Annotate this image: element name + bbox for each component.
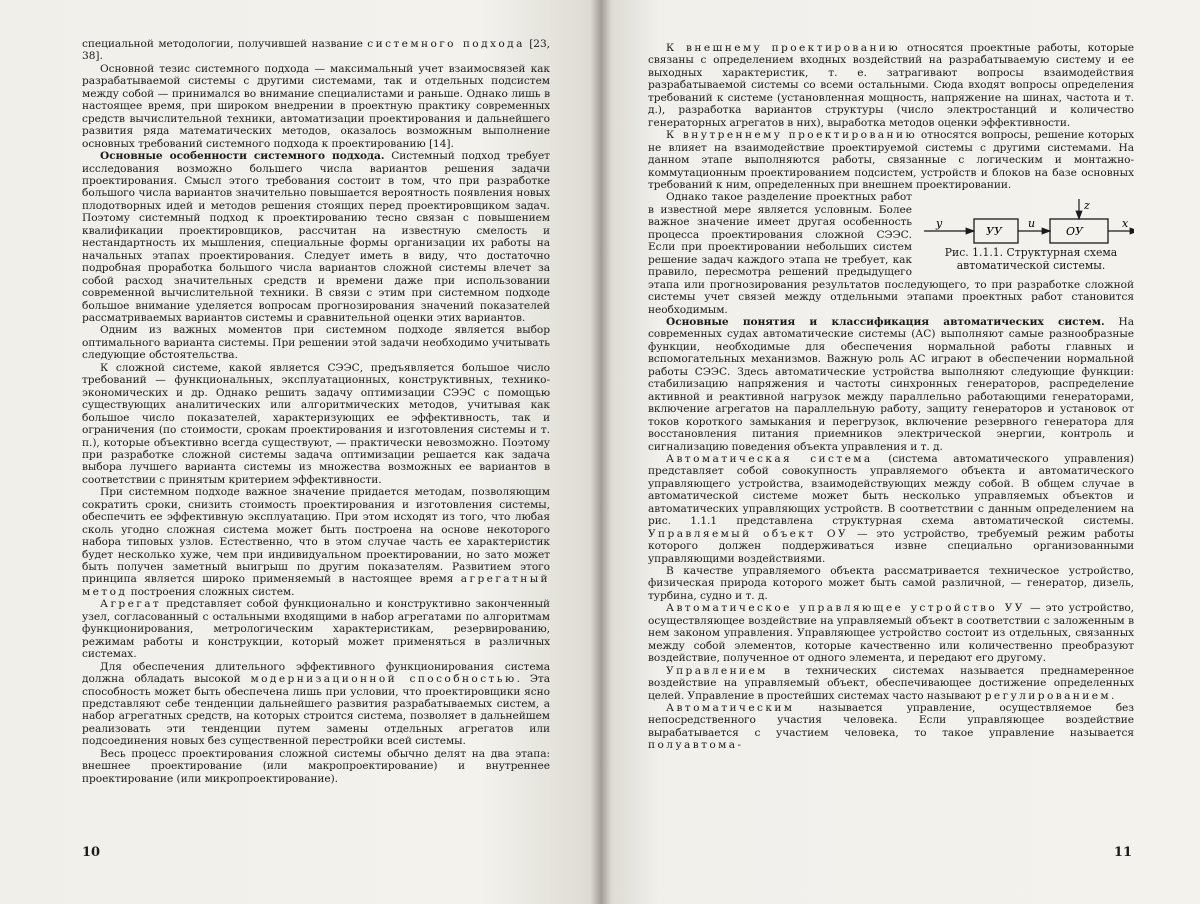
paragraph-7: Агрегат представляет собой функционально и конструктивно законченный узел, согласованный с остальными входящими в набор агрегатами по алгоритмам функционирования, метрологическим характеристикам, резервированию, режимам работы и конструкции, который может применяться в различных системах.	[82, 598, 550, 661]
paragraph-2: К внутреннему проектированию относятся вопросы, решение которых не влияет на взаимодействие проектируемой системы с другими системами. На данном этапе выполняются работы, связанные с логическим и монтажно-коммутационным проектированием подсистем, устройств и блоков на базе основных требований к ним, определенных при внешнем проектировании.	[648, 129, 1134, 191]
right-page	[600, 0, 1200, 904]
block-diagram	[922, 197, 1134, 245]
paragraph-8: Управлением в технических системах называется преднамеренное воздействие на управляемый объект, обеспечивающее достижение определенных целей. Управление в простейших системах часто называют регулированием.	[648, 664, 1134, 702]
paragraph-2: Основной тезис системного подхода — максимальный учет взаимосвязей как разрабатываемой системы с другими системами, так и отдельных подсистем между собой — принимался во внимание специалистами и раньше. Однако лишь в настоящее время, при широком внедрении в проектную практику современных средств вычислительной техники, автоматизации проектирования и дальнейшего развития ряда математических методов, оказалось возможным выполнение основных требований системного подхода к проектированию [14].	[82, 62, 550, 150]
paragraph-3: Однако такое разделение проектных работ в известной мере является условным. Более важное значение имеет другая особенность процесса проектирования сложной СЭЭС. Если при проектировании небольших систем решение задач каждого этапа не требует, как правило, пересмотра решений предыдущего этапа или прогнозирования результатов последующего, то при разработке сложной системы учет связей между отдельными этапами проектных работ становится необходимым.	[648, 191, 1134, 316]
page-number: 10	[82, 845, 101, 860]
paragraph-9: Автоматическим называется управление, осуществляемое без непосредственного участия человека. Если управляющее воздействие вырабатывается с участием человека, то такое управление называется полуавтома-	[648, 702, 1134, 752]
paragraph-1: К внешнему проектированию относятся проектные работы, которые связаны с определением входных воздействий на разрабатываемую систему и ее выходных характеристик, т. е. затрагивают вопросы взаимодействия разрабатываемой системы со всеми остальными. Сюда входят вопросы определения требований к системе (установленная мощность, напряжение на шинах, частота и т. д.), разработка вариантов структуры (число электростанций и количество генераторных агрегатов в них), выработка методов оценки эффективности.	[648, 42, 1134, 129]
page-number: 11	[1113, 845, 1132, 860]
paragraph-5: Автоматическая система (система автоматического управления) представляет собой совокупность управляемого объекта и автоматического управляющего устройства, взаимодействующих между собой. В общем случае в автоматической системе может быть несколько управляемых объектов и автоматических управляющих устройств. В соответствии с данным определением на рис. 1.1.1 представлена структурная схема автоматической системы. Управляемый объект ОУ — это устройство, требуемый режим работы которого должен поддерживаться извне специально организованными управляющими воздействиями.	[648, 452, 1134, 565]
figure-caption: Рис. 1.1.1. Структурная схема автоматической системы.	[944, 246, 1118, 272]
figure-block	[648, 191, 1134, 453]
paragraph-5: К сложной системе, какой является СЭЭС, предъявляется большое число требований — функциональных, эксплуатационных, конструктивных, технико-экономических и др. Однако решить задачу оптимизации СЭЭС с помощью существующих аналитических или алгоритмических методов, учитывая как большое число показателей, характеризующих ее эффективность, так и ограничения (по стоимости, срокам проектирования и изготовления системы и т. п.), которые объективно всегда существуют, — практически невозможно. Поэтому при разработке сложной системы задача оптимизации решается как задача выбора лучшего варианта системы из множества возможных ее вариантов в соответствии с принятым критерием эффективности.	[82, 361, 550, 486]
paragraph-6: При системном подходе важное значение придается методам, позволяющим сократить сроки, снизить стоимость проектирования и изготовления системы, обеспечить ее эффективную эксплуатацию. При этом исходят из того, что любая сколь угодно сложная система может быть построена на основе некоторого набора типовых узлов. Естественно, что в этом случае часть ее характеристик будет несколько хуже, чем при индивидуальном проектировании, но зато может быть получен заметный выигрыш по другим показателям. Развитием этого принципа является широко применяемый в настоящее время агрегатный метод построения сложных систем.	[82, 486, 550, 598]
paragraph-7: Автоматическое управляющее устройство УУ — это устройство, осуществляющее воздействие на управляемый объект в соответствии с заложенным в нем законом управления. Управляющее устройство состоит из отдельных, связанных между собой элементов, которые качественно или количественно преобразуют воздействие, полученное от одного элемента, и передают его другому.	[648, 602, 1134, 665]
label-z: z	[1084, 199, 1090, 213]
paragraph-1: специальной методологии, получившей название системного подхода [23, 38].	[82, 38, 550, 63]
paragraph-6: В качестве управляемого объекта рассматривается техническое устройство, физическая природа которого может быть самой различной, — генератор, дизель, турбина, судно и т. д.	[648, 565, 1134, 602]
paragraph-9: Весь процесс проектирования сложной системы обычно делят на два этапа: внешнее проектирование (или макропроектирование) и внутреннее проектирование (или микропроектирование).	[82, 747, 550, 785]
label-x: x	[1122, 217, 1129, 231]
label-uu: УУ	[986, 225, 1002, 239]
label-ou: ОУ	[1066, 225, 1083, 239]
paragraph-8: Для обеспечения длительного эффективного функционирования система должна обладать высокой модернизационной способностью. Эта способность может быть обеспечена лишь при условии, что проектировщики ясно представляют себе тенденции дальнейшего развития разрабатываемых систем, а набор агрегатных средств, на которых строится система, позволяет в дальнейшем реализовать эти тенденции путем замены отдельных агрегатов или подсоединения новых без существенной перестройки всей системы.	[82, 660, 550, 748]
paragraph-4: Одним из важных моментов при системном подходе является выбор оптимального варианта системы. При решении этой задачи необходимо учитывать следующие обстоятельства.	[82, 324, 550, 362]
figure-structural-diagram	[922, 197, 1134, 272]
paragraph-3: Основные особенности системного подхода. Системный подход требует исследования возможно большего числа вариантов решения задачи проектирования. Смысл этого требования состоит в том, что при разработке большого числа вариантов значительно повышается вероятность появления новых плодотворных идей и методов решения стоящих перед проектировщиком задач. Поэтому системный подход к проектированию тесно связан с повышением квалификации проектировщиков, рассчитан на известную смелость и нестандартность их мышления, специальные формы организации их работы на начальных этапах проектирования. Следует иметь в виду, что достаточно подробная проработка большого числа вариантов сложной системы влечет за собой расход значительных средств и времени даже при использовании современной вычислительной техники. В связи с этим при системном подходе большое внимание уделяется вопросам прогнозирования значений показателей рассматриваемых вариантов системы и сравнительной оценки этих вариантов.	[82, 150, 550, 324]
label-y: y	[936, 217, 943, 231]
label-u: u	[1028, 217, 1036, 231]
paragraph-4: Основные понятия и классификация автоматических систем. На современных судах автоматические системы (АС) выполняют самые разнообразные функции, необходимые для обеспечения нормальной работы главных и вспомогательных механизмов. Важную роль АС играют в обеспечении нормальной работы СЭЭС. Здесь автоматические устройства выполняют следующие функции: стабилизацию напряжения и частоты синхронных генераторов, распределение активной и реактивной нагрузок между параллельно работающими генераторами, включение агрегатов на параллельную работу, защиту генераторов и установок от токов короткого замыкания и перегрузок, включение резервного генератора для восстановления питания приемников электрической энергии, контроль и сигнализацию поведения объекта управления и т. д.	[648, 315, 1134, 453]
